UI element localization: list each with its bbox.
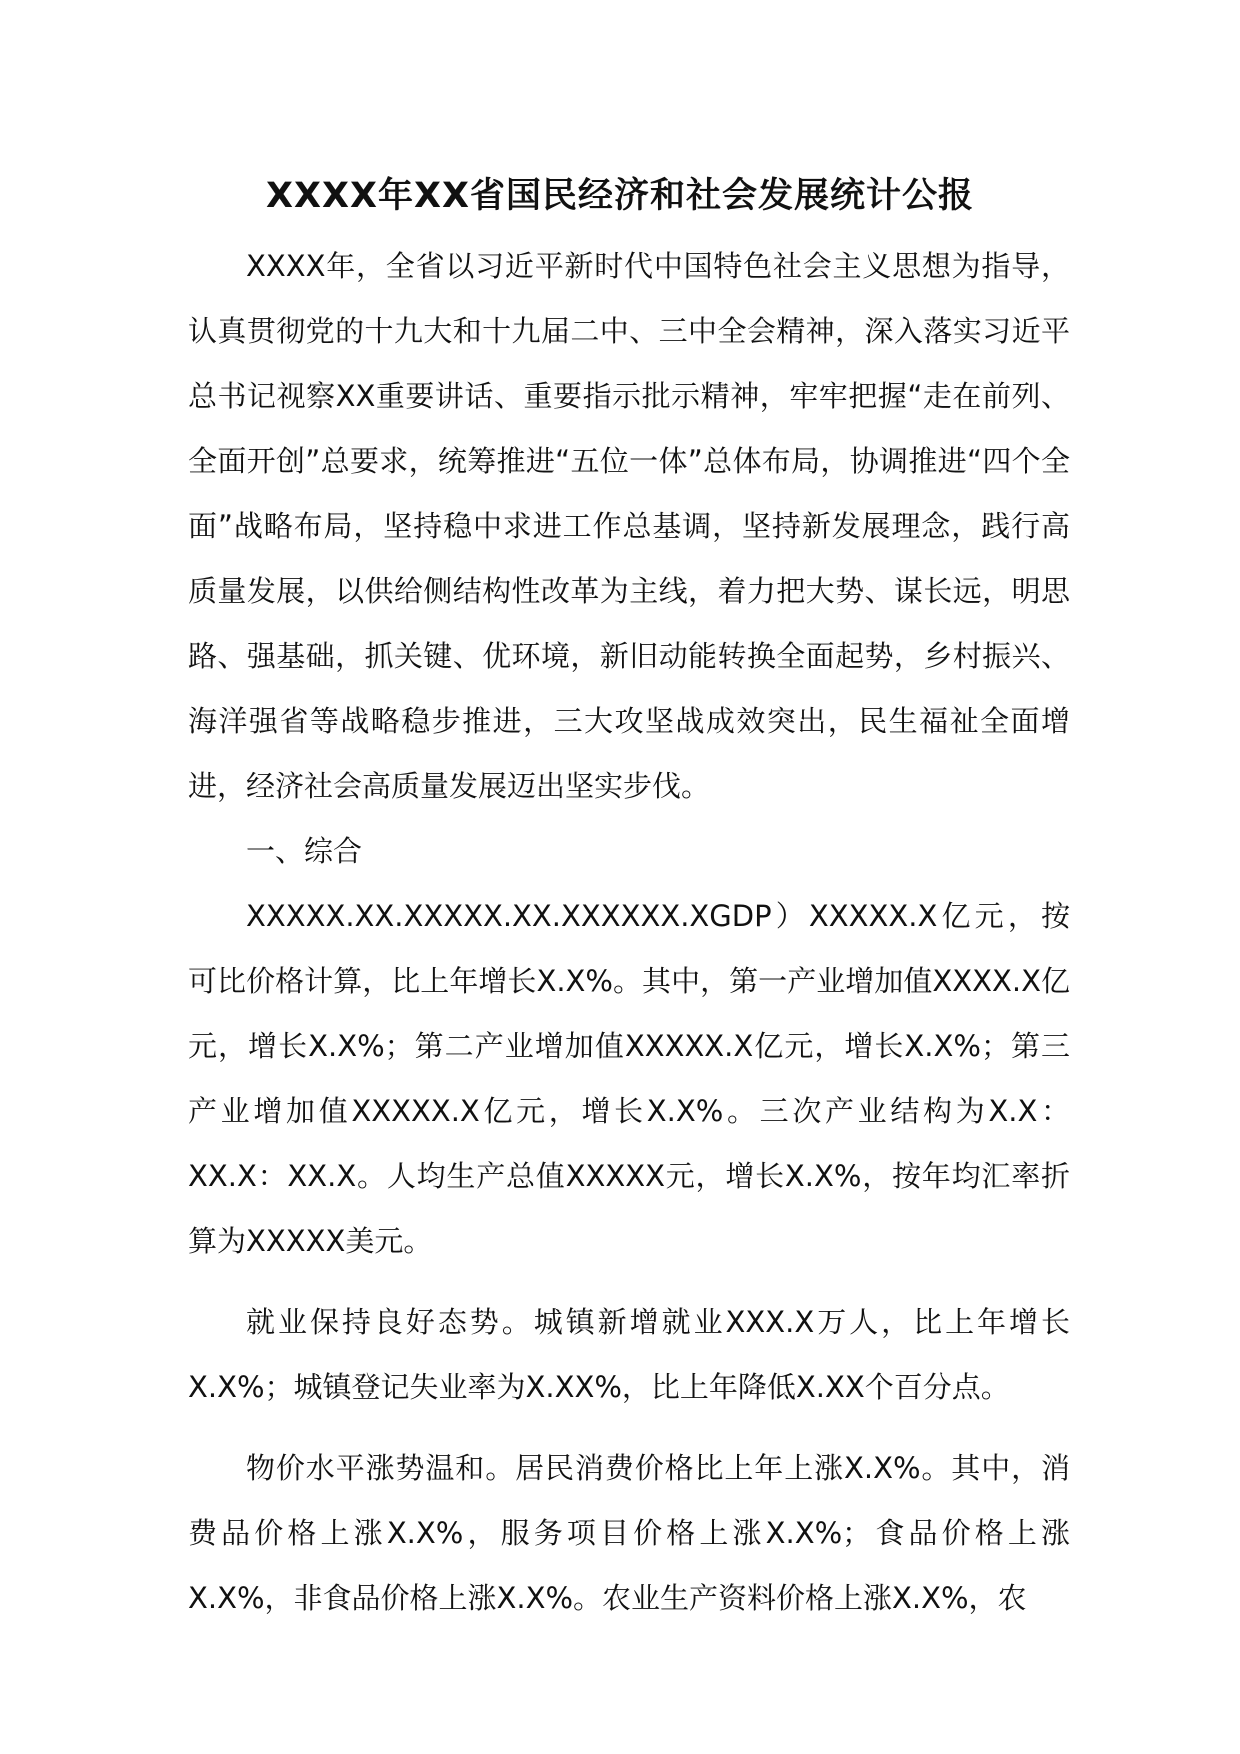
document-body — [188, 234, 1070, 1631]
paragraph-gdp: XXXXX.XX.XXXXX.XX.XXXXXX.XGDP）XXXXX.X亿元，按可比价格计算，比上年增长X.X%。其中，第一产业增加值XXXX.X亿元，增长X.X%；第二产业增加值XXXXX.X亿元，增长X.X%；第三产业增加值XXXXX.X亿元，增长X.X%。三次产业结构为X.X：XX.X：XX.X。人均生产总值XXXXX元，增长X.X%，按年均汇率折算为XXXXX美元。 — [188, 899, 1070, 1258]
document-title: XXXX年XX省国民经济和社会发展统计公报 — [266, 176, 974, 216]
paragraph-prices: 物价水平涨势温和。居民消费价格比上年上涨X.X%。其中，消费品价格上涨X.X%，服务项目价格上涨X.X%；食品价格上涨X.X%，非食品价格上涨X.X%。农业生产资料价格上涨X.X%，农 — [188, 1451, 1070, 1615]
paragraph-employment: 就业保持良好态势。城镇新增就业XXX.X万人，比上年增长X.X%；城镇登记失业率为X.XX%，比上年降低X.XX个百分点。 — [188, 1305, 1070, 1404]
section-heading-overview: 一、综合 — [246, 834, 363, 868]
paragraph-intro: XXXX年，全省以习近平新时代中国特色社会主义思想为指导，认真贯彻党的十九大和十九届二中、三中全会精神，深入落实习近平总书记视察XX重要讲话、重要指示批示精神，牢牢把握“走在前列、全面开创”总要求，统筹推进“五位一体”总体布局，协调推进“四个全面”战略布局，坚持稳中求进工作总基调，坚持新发展理念，践行高质量发展，以供给侧结构性改革为主线，着力把大势、谋长远，明思路、强基础，抓关键、优环境，新旧动能转换全面起势，乡村振兴、海洋强省等战略稳步推进，三大攻坚战成效突出，民生福祉全面增进，经济社会高质量发展迈出坚实步伐。 — [188, 249, 1070, 803]
